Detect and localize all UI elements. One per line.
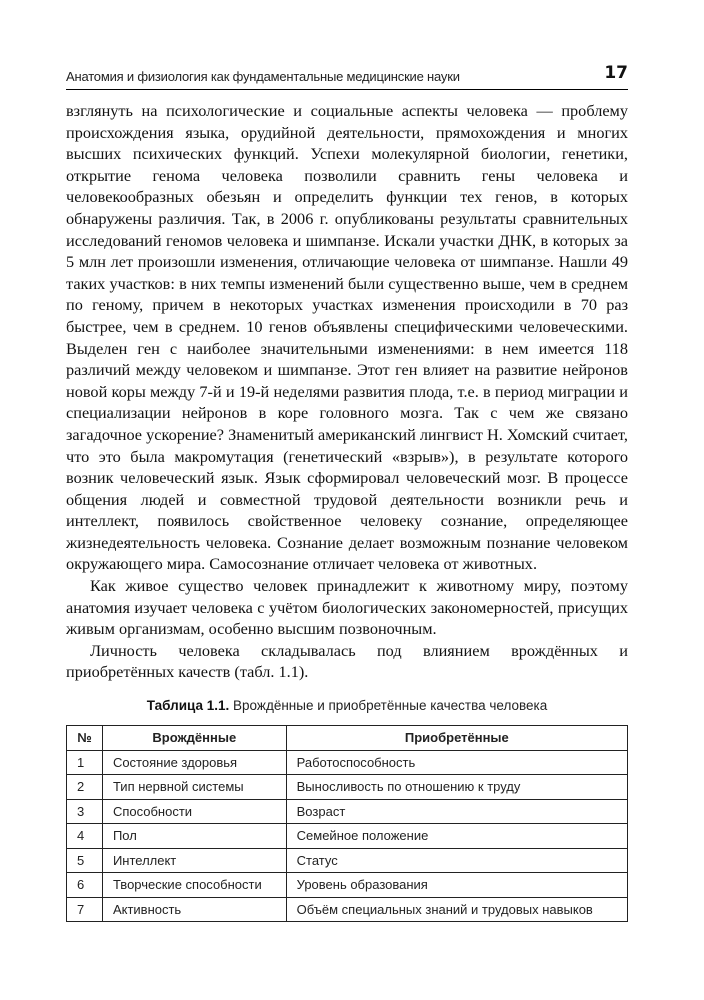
innate-quality: Способности (102, 799, 286, 824)
column-header-innate: Врождённые (102, 726, 286, 751)
paragraph: взглянуть на психологические и социальные аспекты человека — проблему происхождения языка, орудийной деятельности, прямохождения и многих высших психических функций. Успехи молекулярной биологии, генетики, открытие генома человека позволили сравнить гены человека и человекообразных обезьян и определить функции тех генов, в которых обнаружены различия. Так, в 2006 г. опубликованы результаты сравнительных исследований геномов человека и шимпанзе. Искали участки ДНК, в которых за 5 млн лет произошли изменения, отличающие человека от шимпанзе. Нашли 49 таких участков: в них темпы изменений были существенно выше, чем в среднем по геному, причем в некоторых участках изменения происходили в 70 раз быстрее, чем в среднем. 10 генов объявлены специфическими человеческими. Выделен ген с наиболее значительными изменениями: в нем имеется 118 различий между человеком и шимпанзе. Этот ген влияет на развитие нейронов новой коры между 7-й и 19-й неделями развития плода, т.е. в период миграции и специализации нейронов в коре головного мозга. Так с чем же связано загадочное ускорение? Знаменитый американский лингвист Н. Хомский считает, что это была макромутация (генетический «взрыв»), в результате которого возник человеческий язык. Язык сформировал человеческий мозг. В процессе общения людей и совместной трудовой деятельности возникли речь и интеллект, появилось свойственное человеку сознание, определяющее жизнедеятельность человека. Сознание делает возможным познание человеком окружающего мира. Самосознание отличает человека от животных. (66, 101, 628, 574)
table-caption (66, 698, 628, 713)
table-row (67, 775, 628, 800)
acquired-quality: Уровень образования (286, 873, 627, 898)
row-number: 7 (67, 897, 103, 922)
row-number: 3 (67, 799, 103, 824)
table-row (67, 897, 628, 922)
body-text (66, 100, 628, 683)
innate-quality: Состояние здоровья (102, 750, 286, 775)
paragraph: Как живое существо человек принадлежит к животному миру, поэтому анатомия изучает человека с учётом биологических закономерностей, присущих живым организмам, особенно высшим позвоночным. (66, 576, 628, 639)
row-number: 4 (67, 824, 103, 849)
acquired-quality: Возраст (286, 799, 627, 824)
column-header-number: № (67, 726, 103, 751)
innate-quality: Тип нервной системы (102, 775, 286, 800)
table-row (67, 750, 628, 775)
table-header-row (67, 726, 628, 751)
acquired-quality: Статус (286, 848, 627, 873)
row-number: 5 (67, 848, 103, 873)
table-row (67, 799, 628, 824)
table-row (67, 848, 628, 873)
column-header-acquired: Приобретённые (286, 726, 627, 751)
running-header (66, 63, 628, 90)
table-row (67, 824, 628, 849)
row-number: 6 (67, 873, 103, 898)
acquired-quality: Работоспособность (286, 750, 627, 775)
innate-quality: Творческие способности (102, 873, 286, 898)
paragraph: Личность человека складывалась под влиянием врождённых и приобретённых качеств (табл. 1.1). (66, 640, 628, 682)
row-number: 2 (67, 775, 103, 800)
page-number: 17 (604, 63, 628, 83)
acquired-quality: Семейное положение (286, 824, 627, 849)
table-row (67, 873, 628, 898)
acquired-quality: Выносливость по отношению к труду (286, 775, 627, 800)
innate-quality: Пол (102, 824, 286, 849)
table-caption-label: Таблица 1.1. (146, 698, 230, 713)
header-title: Анатомия и физиология как фундаментальные медицинские науки (66, 69, 460, 84)
row-number: 1 (67, 750, 103, 775)
qualities-table (66, 725, 628, 922)
innate-quality: Активность (102, 897, 286, 922)
innate-quality: Интеллект (102, 848, 286, 873)
acquired-quality: Объём специальных знаний и трудовых навыков (286, 897, 627, 922)
table-caption-text: Врождённые и приобретённые качества человека (233, 698, 548, 713)
